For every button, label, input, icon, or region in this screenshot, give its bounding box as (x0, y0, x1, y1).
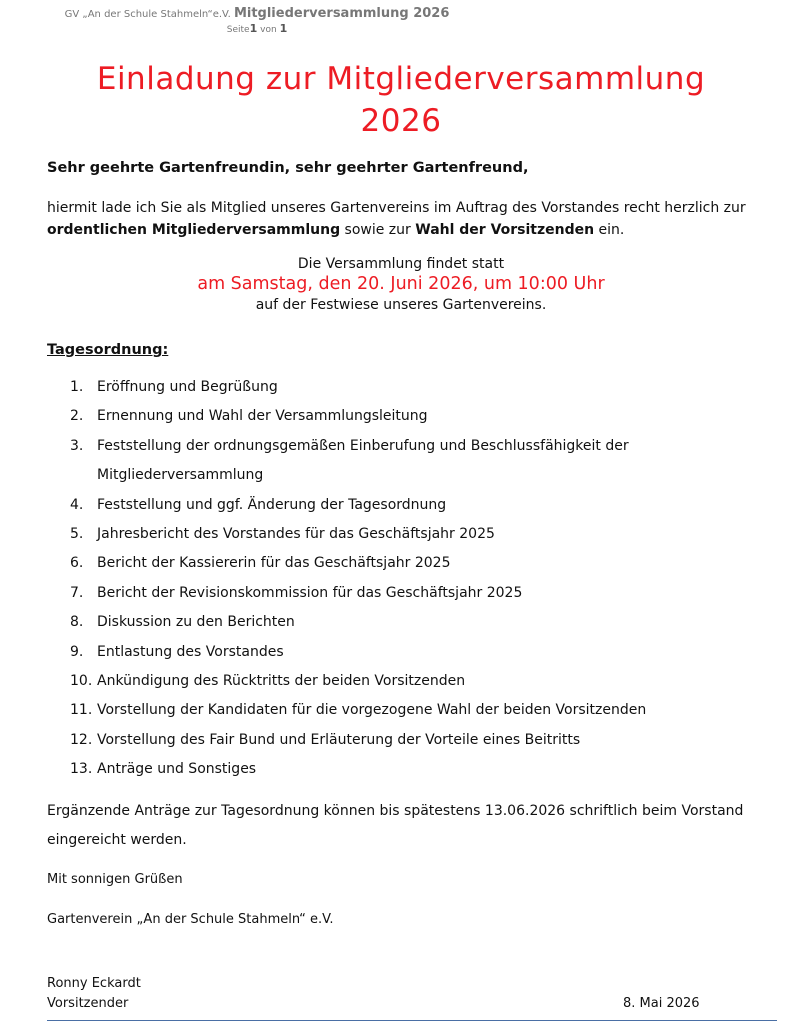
document-date: 8. Mai 2026 (623, 996, 700, 1011)
page-num: 1 (249, 22, 258, 35)
header-title-line (47, 6, 467, 21)
agenda-item (70, 373, 760, 402)
salutation: Sehr geehrte Gartenfreundin, sehr geehrter Gartenfreund, (47, 160, 529, 176)
agenda-item-text: Bericht der Kassiererin für das Geschäftsjahr 2025 (97, 555, 451, 572)
agenda-item-text: Vorstellung der Kandidaten für die vorgezogene Wahl der beiden Vorsitzenden (97, 702, 647, 719)
page-header (47, 6, 467, 35)
agenda-item-text: Diskussion zu den Berichten (97, 614, 295, 631)
header-prefix: GV „An der Schule Stahmeln“e.V. (64, 9, 231, 20)
agenda-item-number: 6. (70, 555, 84, 572)
agenda-item-number: 8. (70, 614, 84, 631)
agenda-item-number: 13. (70, 761, 93, 778)
agenda-item-number: 4. (70, 496, 84, 513)
agenda-item-text: Bericht der Revisionskommission für das Geschäftsjahr 2025 (97, 584, 523, 601)
agenda-item-text: Anträge und Sonstiges (97, 761, 257, 778)
agenda-item-number: 3. (70, 437, 84, 454)
page-of: von (260, 25, 277, 35)
agenda-item (70, 491, 760, 520)
agenda-item (70, 402, 760, 431)
venue-line-1: Die Versammlung findet statt (297, 256, 505, 272)
agenda-item (70, 696, 760, 725)
venue-date-time: am Samstag, den 20. Juni 2026, um 10:00 Uhr (197, 274, 605, 294)
header-page-number (47, 22, 467, 35)
title-line-1: Einladung zur Mitgliederversammlung (96, 61, 706, 97)
agenda-item-number: 7. (70, 584, 84, 601)
agenda-item-text: Jahresbericht des Vorstandes für das Geschäftsjahr 2025 (97, 526, 495, 543)
agenda-list (70, 373, 760, 785)
agenda-item-number: 11. (70, 702, 93, 719)
signature-block (47, 974, 141, 1014)
agenda-item-number: 2. (70, 408, 84, 425)
page-total: 1 (279, 22, 288, 35)
page-word: Seite (226, 25, 250, 35)
agenda-item (70, 579, 760, 608)
agenda-item-text: Feststellung der ordnungsgemäßen Einberufung und Beschlussfähigkeit der Mitgliederversammlung (97, 437, 629, 484)
agenda-item (70, 520, 760, 549)
agenda-item (70, 638, 760, 667)
agenda-item-text: Eröffnung und Begrüßung (97, 379, 278, 395)
agenda-item-text: Feststellung und ggf. Änderung der Tagesordnung (97, 496, 447, 513)
agenda-item (70, 726, 760, 755)
agenda-item-text: Vorstellung des Fair Bund und Erläuterung der Vorteile eines Beitritts (97, 731, 581, 748)
agenda-item-number: 9. (70, 643, 84, 660)
agenda-item-text: Ernennung und Wahl der Versammlungsleitung (97, 408, 428, 425)
agenda-item-number: 1. (70, 379, 84, 395)
footer-divider (47, 1020, 777, 1021)
greeting: Mit sonnigen Grüßen (47, 872, 183, 887)
document-title (0, 58, 802, 142)
intro-bold-2: Wahl der Vorsitzenden (415, 222, 595, 238)
header-doc-title: Mitgliederversammlung 2026 (233, 6, 450, 21)
agenda-item (70, 755, 760, 784)
association-name: Gartenverein „An der Schule Stahmeln“ e.V. (47, 912, 334, 927)
agenda-item-number: 10. (70, 673, 93, 690)
agenda-item-number: 12. (70, 731, 93, 748)
signer-role: Vorsitzender (47, 996, 129, 1011)
agenda-heading: Tagesordnung: (47, 342, 169, 358)
intro-paragraph (47, 197, 777, 241)
agenda-item (70, 667, 760, 696)
venue-location: auf der Festwiese unseres Gartenvereins. (255, 297, 547, 313)
agenda-item-number: 5. (70, 526, 84, 543)
intro-bold-1: ordentlichen Mitgliederversammlung (47, 222, 341, 238)
intro-text-1: hiermit lade ich Sie als Mitglied unseres Gartenvereins im Auftrag des Vorstandes recht herzlich zur (47, 200, 746, 216)
closing-paragraph: Ergänzende Anträge zur Tagesordnung können bis spätestens 13.06.2026 schriftlich beim Vorstand eingereicht werden. (47, 803, 744, 848)
intro-text-2: sowie zur (344, 222, 411, 238)
intro-text-3: ein. (598, 222, 625, 238)
agenda-item (70, 549, 760, 578)
agenda-item-text: Ankündigung des Rücktritts der beiden Vorsitzenden (97, 673, 466, 690)
venue-block (0, 256, 802, 313)
agenda-item-text: Entlastung des Vorstandes (97, 643, 284, 660)
title-line-2: 2026 (360, 103, 442, 139)
signer-name: Ronny Eckardt (47, 976, 141, 991)
agenda-item (70, 608, 760, 637)
agenda-item (70, 432, 760, 491)
